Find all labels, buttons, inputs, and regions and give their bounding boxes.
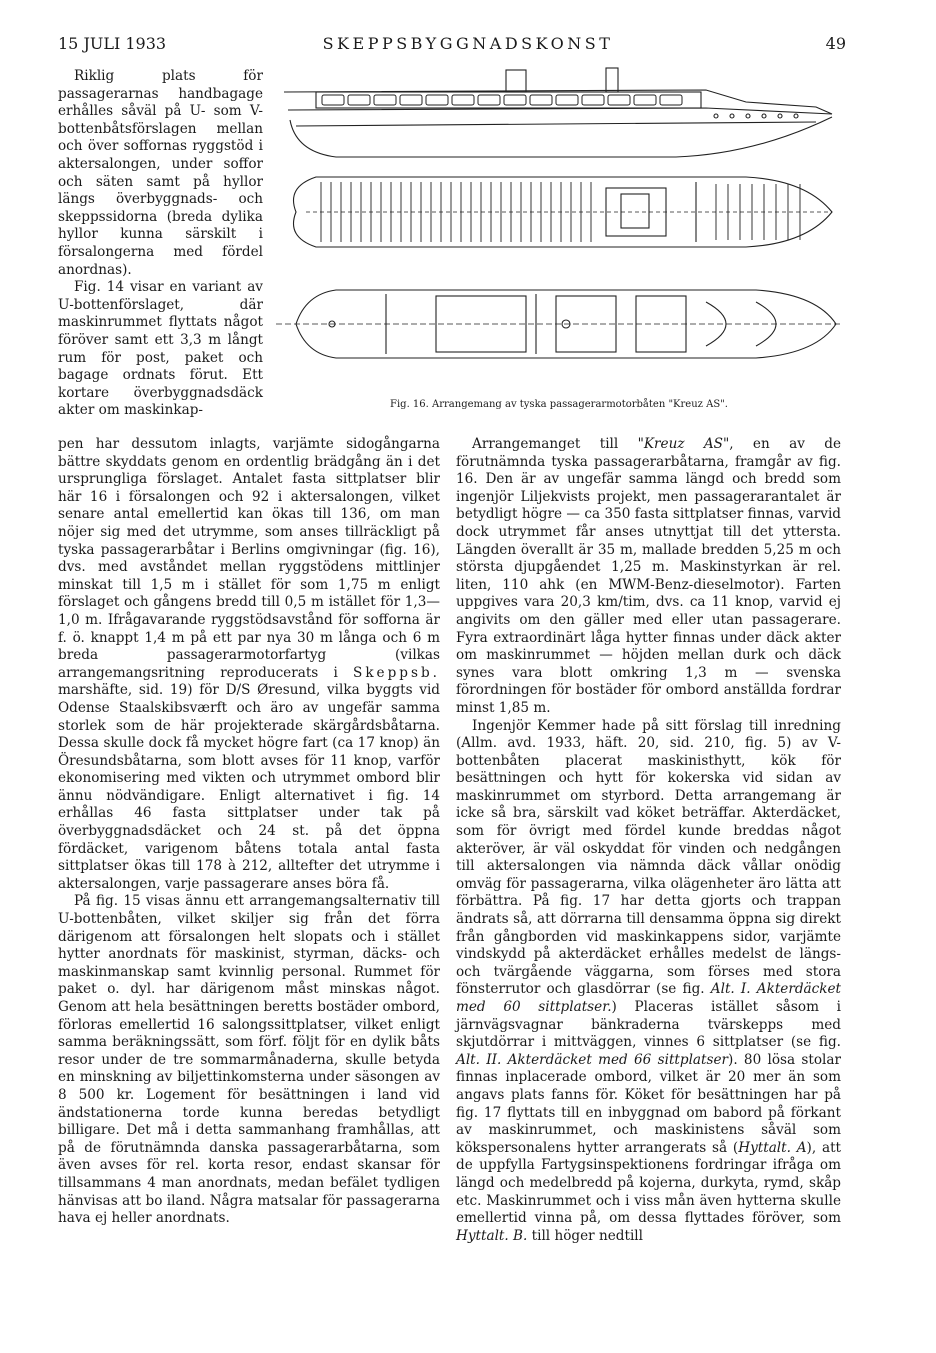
header-date: 15 JULI 1933 (58, 34, 167, 53)
paragraph-fig14: Fig. 14 visar en variant av U-bottenförslaget, där maskinrummet flyttats något föröver samt ett 3,3 m långt rum för post, paket och bagage ordnats förut. Ett kortare överbyggnadsdäck akter om maskinkap- (58, 279, 263, 419)
ship-arrangement-drawing (276, 62, 842, 382)
text-run: till höger nedtill (527, 1227, 643, 1244)
paragraph-kreuz (456, 436, 841, 718)
text-run: Ingenjör Kemmer hade på sitt förslag till inredning (Allm. avd. 1933, häft. 20, sid. 210, fig. 5) av V-bottenbåten placerat maskinisthytt, kök för besättningen och hytt för kokerska vid sidan av maskinrummet om styrbord. Detta arrangemang är icke så bra, särskilt vad köket beträffar. Akterdäcket, som för övrigt med fördel kunde breddas något akteröver, är väl oskyddat för vinden och nedgången till aktersalongen via nämnda däck vållar onödig omväg för passagerarna, vilka olägenheter äro lätta att förbättra. På fig. 17 har detta gjorts och trappan ändrats så, att dörrarna till densamma öppna sig direkt från gångborden vid maskinkappens sidor, varjämte vindskydd på akterdäcket erhålles medelst de längs- och tvärgående väggarna, som förses med stora fönsterrutor och glasdörrar (se fig. (456, 717, 841, 998)
ship-name: "Kreuz AS" (637, 436, 730, 452)
paragraph-fig14-text: pen har dessutom inlagts, varjämte sidogångarna bättre skyddats genom en ordentlig brädgång än i det ursprungliga förslaget. Antalet fasta sittplatser blir här 16 i försalongen och 92 i aktersalongen, vilket senare antal emellertid kan ökas till 136, om man nöjer sig med det utrymme, som anses tillräckligt på tyska passagerarbåtar i Berlins omgivningar (fig. 16), dvs. med avståndet mellan ryggstödens mittlinjer minskat till 1,5 m i stället för som 1,75 m enligt förslaget och gångens bredd till 0,5 m istället för 1,3—1,0 m. Ifrågavarande ryggstödsavstånd för sofforna är f. ö. knappt 1,4 m på ett par nya 30 m långa och 6 m breda passagerarmotorfartyg (vilkas arrangemangsritning reproducerats i (58, 436, 440, 681)
lower-deck-plan (276, 290, 842, 358)
paragraph-fig14-text-end: marshäfte, sid. 19) för D/S Øresund, vilka byggts vid Odense Staalskibsværft och äro av ungefär samma storlek som de här projekterade skärgårdsbåtarna. Dessa skulle dock få mycket högre fart (ca 17 knop) än Öresundsbåtarna, som blott avses för 11 knop, varför ekonomisering med vikten och utrymmet ombord blir ännu nödvändigare. Enligt alternativet i fig. 14 erhållas 46 fasta sittplatser under tak på överbyggnadsdäcket och 24 st. på det öppna fördäcket, varigenom båtens totala antal fasta sittplatser ökas till 178 à 212, alltefter det utrymme i aktersalongen, varje passagerare anses böra få. (58, 682, 440, 892)
text-run: ) Placeras istället såsom i järnvägsvagnar bänkraderna tvärskepps med skjutdörrar i mittväggen, vinnes 6 sittplatser (se fig. (456, 999, 841, 1051)
paragraph-fig14-continued (58, 436, 440, 893)
side-windows (322, 95, 682, 105)
right-column (456, 436, 841, 1245)
text-run: , en av de förutnämnda tyska passagerarbåtarna, framgår av fig. 16. Den är av ungefär samma längd och bredd som ingenjör Liljekvists projekt, men passagerarantalet är betydligt högre — ca 350 fasta sittplatser finnas, varvid dock utrymmet får anses utnyttjat till det yttersta. Längden överallt är 35 m, mallade bredden 5,25 m och största djupgåendet 1,25 m. Maskinstyrkan är rel. liten, 110 ahk (en MWM-Benz-dieselmotor). Farten uppgives vara 20,3 km/tim, dvs. ca 11 knop, varvid ej angivits om den gäller med eller utan passagerare. Fyra extraordinärt låga hytter finnas under däck akter om maskinrummet — höjden mellan durk och däck synes vara blott omkring 1,3 m — svenska förordningen för bostäder för ombord anställda fordrar minst 1,85 m. (456, 436, 841, 716)
portholes (714, 114, 798, 118)
deck-plan (294, 177, 833, 247)
left-column-lower (58, 436, 440, 1228)
paragraph-baggage: Riklig plats för passagerarnas handbagage erhålles såväl på U- som V-bottenbåtsförslagen mellan och över soffornas ryggstöd i aktersalongen, under soffor och säten samt på hyllor längs överbyggnads- och skeppssidorna (breda dylika hyllor kunna särskilt i försalongerna med fördel anordnas). (58, 68, 263, 278)
figure-caption: Fig. 16. Arrangemang av tyska passagerarmotorbåten "Kreuz AS". (390, 399, 728, 410)
text-run: ). 80 lösa stolar finnas inplacerade ombord, vilket är 20 mer än som angavs plats fanns för. Köket för besättningen har på fig. 17 flyttats till en inbyggnad om babord på förkant av maskinrummet, och maskinistens såväl som kökspersonalens hytter arrangerats så ( (456, 1051, 841, 1156)
figure-ref-alt2: Alt. II. Akterdäcket med 66 sittplatser (456, 1051, 729, 1068)
figure-ref-alt1: Alt. I. Akterdäcket med 60 sittplatser. (456, 981, 841, 1015)
page-number: 49 (825, 34, 846, 53)
journal-title: SKEPPSBYGGNADSKONST (322, 34, 614, 53)
side-elevation (284, 68, 832, 157)
journal-reference: Skeppsb. (353, 664, 440, 681)
figure-ref-hyttalt-a: Hyttalt. A (738, 1139, 807, 1156)
text-run: ), att de uppfylla Fartygsinspektionens fordringar ifråga om längd och medelbredd på kojerna, durkyta, rymd, skåp etc. Maskinrummet och i viss mån även hytterna skulle emellertid vinna på, om dessa flyttades föröver, som (456, 1139, 841, 1227)
text-run: Arrangemanget till (472, 436, 638, 452)
paragraph-kemmer (456, 718, 841, 1246)
figure-ref-hyttalt-b: Hyttalt. B. (456, 1227, 528, 1244)
left-column-wrap (58, 68, 263, 420)
paragraph-fig15: På fig. 15 visas ännu ett arrangemangsalternativ till U-bottenbåten, vilket skiljer sig från det förra därigenom att försalongen helt slopats och i stället hytter anordnats för maskinist, styrman, däcks- och maskinmanskap samt kvinnlig personal. Rummet för paket o. dyl. har därigenom måst minskas något. Genom att hela besättningen beretts bostäder ombord, förloras emellertid 16 salongssittplatser, vilket enligt samma beräkningssätt, som förf. följt för en dylik båts resor under de tre sommarmånaderna, skulle betyda en minskning av biljettinkomsterna under säsongen av 8 500 kr. Logement för besättningen i land vid ändstationerna torde kunna beredas betydligt billigare. Det må i detta sammanhang framhållas, att på de förutnämnda danska passagerarbåtarna, som även avses för rel. korta resor, endast skansar för tillsammans 4 man anordnats, medan befälet tydligen hänvisas att bo iland. Några matsalar för passagerarna hava ej heller anordnats. (58, 893, 440, 1227)
